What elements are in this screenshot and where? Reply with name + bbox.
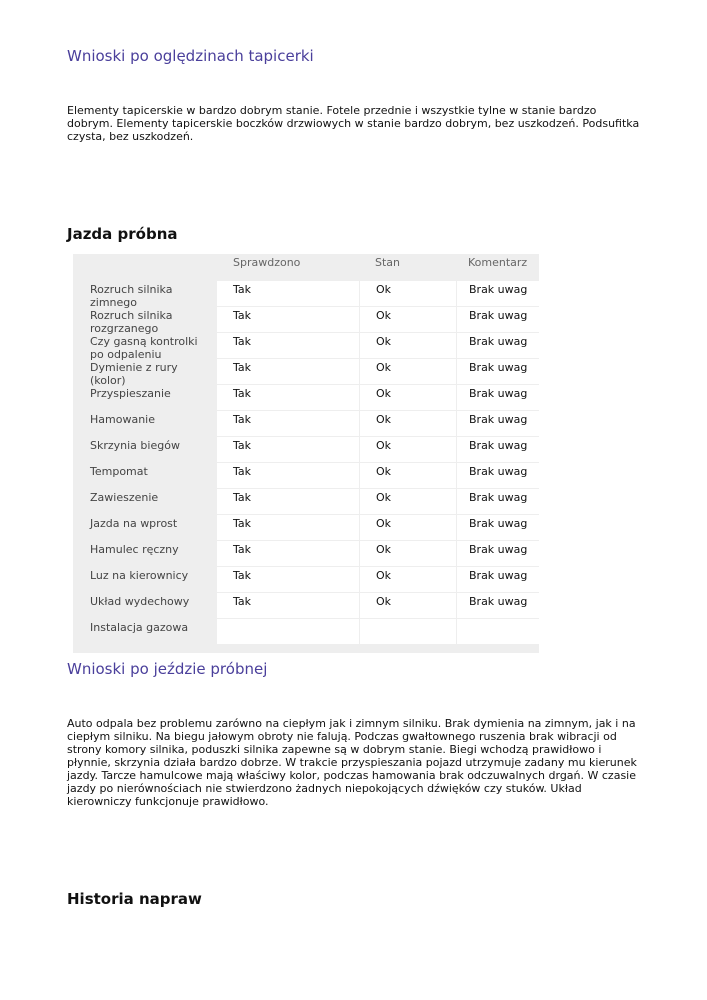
row-comment: Brak uwag xyxy=(457,593,539,619)
row-checked: Tak xyxy=(217,333,359,359)
table-row xyxy=(73,281,539,307)
row-state: Ok xyxy=(360,281,456,307)
row-state: Ok xyxy=(360,541,456,567)
repair-history-heading: Historia napraw xyxy=(67,890,202,908)
table-row xyxy=(73,437,539,463)
table-row xyxy=(73,385,539,411)
row-label: Tempomat xyxy=(90,465,148,478)
row-state: Ok xyxy=(360,463,456,489)
row-comment: Brak uwag xyxy=(457,489,539,515)
row-comment: Brak uwag xyxy=(457,567,539,593)
row-state: Ok xyxy=(360,411,456,437)
row-state: Ok xyxy=(360,333,456,359)
row-checked: Tak xyxy=(217,359,359,385)
table-row xyxy=(73,359,539,385)
row-checked: Tak xyxy=(217,411,359,437)
header-comment: Komentarz xyxy=(468,256,528,269)
table-row xyxy=(73,619,539,645)
row-checked: Tak xyxy=(217,515,359,541)
row-comment: Brak uwag xyxy=(457,515,539,541)
row-checked: Tak xyxy=(217,489,359,515)
row-label: Układ wydechowy xyxy=(90,595,190,608)
row-checked: Tak xyxy=(217,463,359,489)
row-comment: Brak uwag xyxy=(457,281,539,307)
table-row xyxy=(73,567,539,593)
row-comment: Brak uwag xyxy=(457,463,539,489)
row-comment xyxy=(457,619,539,645)
row-checked: Tak xyxy=(217,567,359,593)
table-row xyxy=(73,307,539,333)
row-checked: Tak xyxy=(217,385,359,411)
row-state: Ok xyxy=(360,437,456,463)
table-row xyxy=(73,593,539,619)
row-label: Jazda na wprost xyxy=(90,517,178,530)
table-header xyxy=(73,254,539,281)
row-checked: Tak xyxy=(217,437,359,463)
header-empty xyxy=(73,254,216,281)
table-row xyxy=(73,489,539,515)
row-checked: Tak xyxy=(217,541,359,567)
row-label: Dymienie z rury (kolor) xyxy=(90,361,178,387)
row-label: Rozruch silnika rozgrzanego xyxy=(90,309,173,335)
row-label: Luz na kierownicy xyxy=(90,569,189,582)
row-label: Przyspieszanie xyxy=(90,387,171,400)
row-label: Zawieszenie xyxy=(90,491,159,504)
row-state: Ok xyxy=(360,307,456,333)
table-row xyxy=(73,333,539,359)
row-label: Instalacja gazowa xyxy=(90,621,189,634)
test-drive-heading: Jazda próbna xyxy=(67,225,178,243)
row-comment: Brak uwag xyxy=(457,385,539,411)
row-checked: Tak xyxy=(217,307,359,333)
row-label: Hamowanie xyxy=(90,413,155,426)
header-checked: Sprawdzono xyxy=(233,256,301,269)
row-comment: Brak uwag xyxy=(457,411,539,437)
row-label: Skrzynia biegów xyxy=(90,439,180,452)
row-label: Hamulec ręczny xyxy=(90,543,179,556)
row-comment: Brak uwag xyxy=(457,333,539,359)
table-row xyxy=(73,541,539,567)
row-state xyxy=(360,619,456,645)
test-drive-conclusions-text: Auto odpala bez problemu zarówno na ciepłym jak i zimnym silniku. Brak dymienia na zimnym, jak i na ciepłym silniku. Na biegu jałowym obroty nie falują. Podczas gwałtownego ruszenia brak wibracji od strony komory silnika, poduszki silnika zapewne są w dobrym stanie. Biegi wchodzą prawidłowo i płynnie, skrzynia działa bardzo dobrze. W trakcie przyspieszania pojazd utrzymuje zadany mu kierunek jazdy. Tarcze hamulcowe mają właściwy kolor, podczas hamowania brak odczuwalnych drgań. W czasie jazdy po nierównościach nie stwierdzono żadnych niepokojących dźwięków czy stuków. Układ kierowniczy funkcjonuje prawidłowo. xyxy=(67,717,637,808)
table-row xyxy=(73,463,539,489)
row-state: Ok xyxy=(360,385,456,411)
upholstery-conclusions-heading: Wnioski po oględzinach tapicerki xyxy=(67,47,314,65)
row-state: Ok xyxy=(360,489,456,515)
row-checked: Tak xyxy=(217,593,359,619)
row-label: Rozruch silnika zimnego xyxy=(90,283,173,309)
row-state: Ok xyxy=(360,567,456,593)
table-body xyxy=(73,281,539,645)
row-state: Ok xyxy=(360,593,456,619)
row-comment: Brak uwag xyxy=(457,307,539,333)
row-comment: Brak uwag xyxy=(457,541,539,567)
row-comment: Brak uwag xyxy=(457,359,539,385)
row-state: Ok xyxy=(360,359,456,385)
table-row xyxy=(73,411,539,437)
row-checked: Tak xyxy=(217,281,359,307)
row-checked xyxy=(217,619,359,645)
row-comment: Brak uwag xyxy=(457,437,539,463)
row-state: Ok xyxy=(360,515,456,541)
test-drive-conclusions-heading: Wnioski po jeździe próbnej xyxy=(67,660,268,678)
row-label: Czy gasną kontrolki po odpaleniu xyxy=(90,335,198,361)
header-state: Stan xyxy=(375,256,401,269)
test-drive-table xyxy=(73,254,539,653)
upholstery-conclusions-text: Elementy tapicerskie w bardzo dobrym stanie. Fotele przednie i wszystkie tylne w stanie bardzo dobrym. Elementy tapicerskie boczków drzwiowych w stanie bardzo dobrym, bez uszkodzeń. Podsufitka czysta, bez uszkodzeń. xyxy=(67,104,640,143)
table-row xyxy=(73,515,539,541)
